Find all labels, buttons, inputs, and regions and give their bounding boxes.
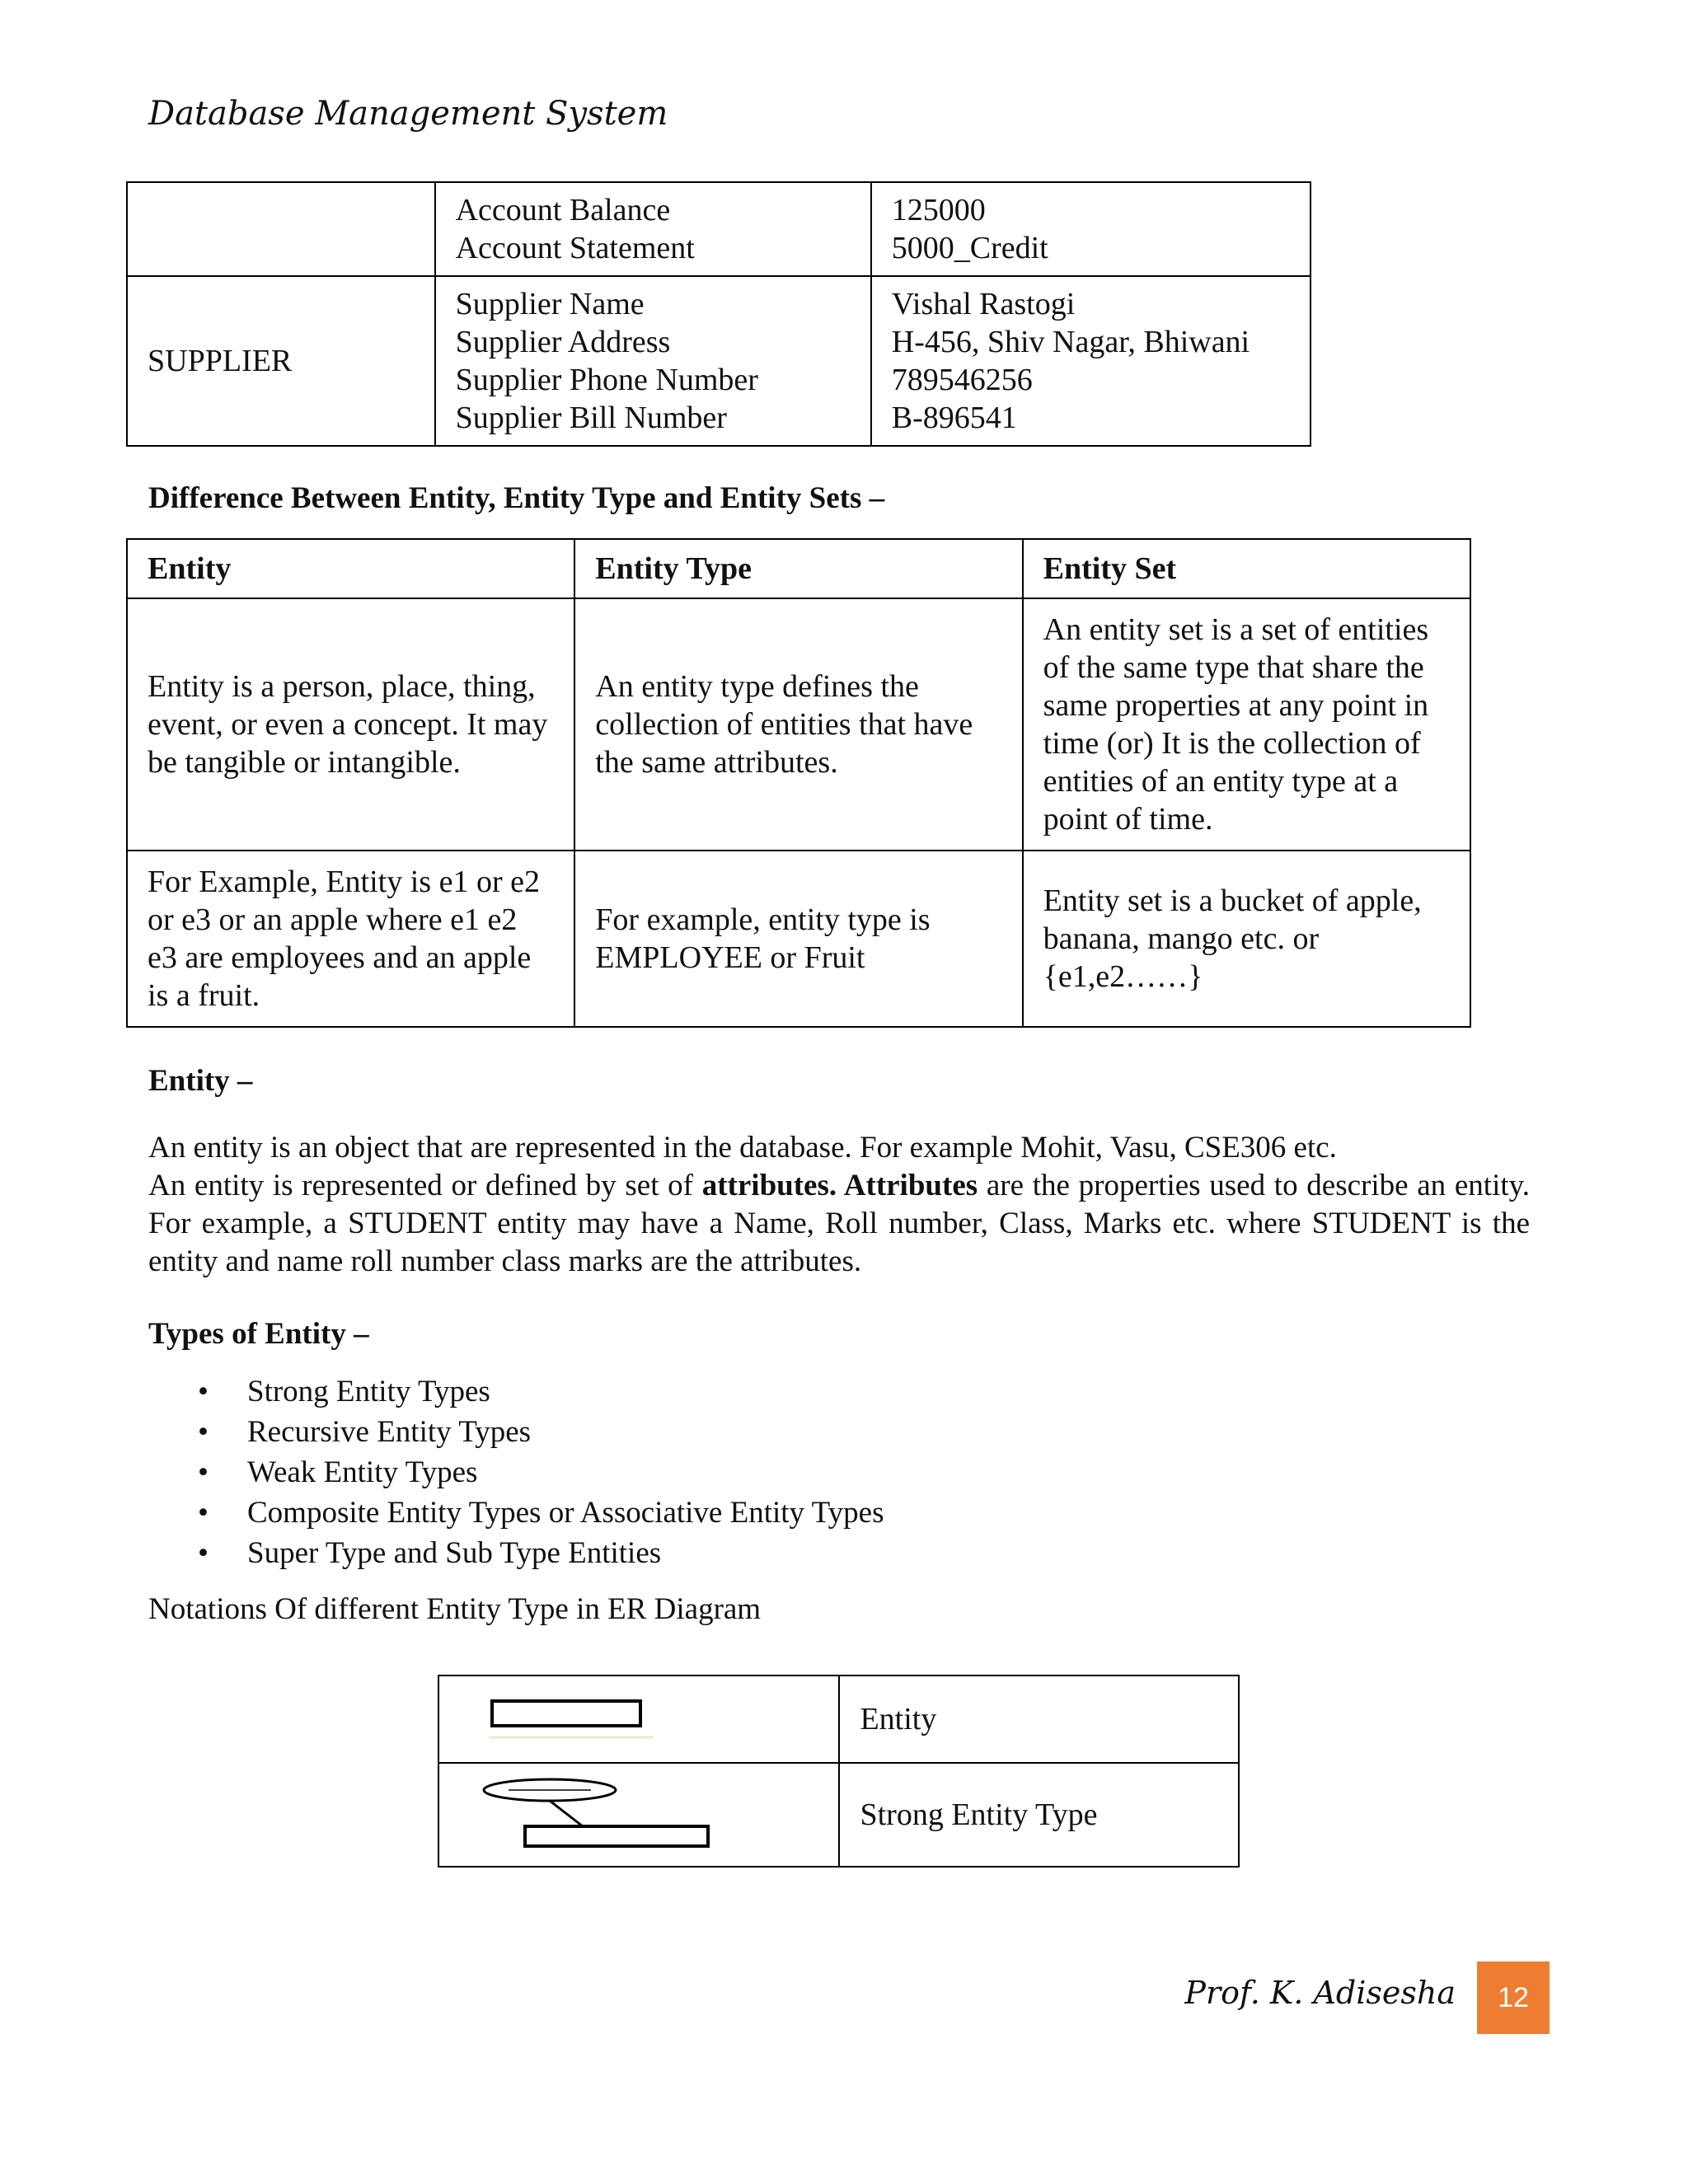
attribute-value: 789546256	[891, 363, 1033, 397]
text-run: are the properties used to describe an entity. For example, a STUDENT entity may have a Name, Roll number, Class, Marks etc. where STUDENT is the entity and name roll number class marks are the attributes.	[148, 1169, 1530, 1278]
attribute-name: Supplier Phone Number	[455, 363, 758, 397]
list-item-text: Super Type and Sub Type Entities	[247, 1536, 662, 1570]
difference-heading: Difference Between Entity, Entity Type and Entity Sets –	[148, 481, 885, 515]
notation-label: Strong Entity Type	[839, 1763, 1239, 1867]
table-header-row	[127, 539, 1470, 598]
list-item	[198, 1412, 884, 1452]
list-item-text: Recursive Entity Types	[247, 1415, 532, 1449]
attribute-cell	[435, 182, 871, 276]
list-item-text: Composite Entity Types or Associative Entity Types	[247, 1496, 884, 1530]
attribute-value: H-456, Shiv Nagar, Bhiwani	[891, 325, 1250, 359]
bold-text-run: attributes. Attributes	[701, 1169, 978, 1202]
column-header: Entity	[127, 539, 574, 598]
page-header-title: Database Management System	[148, 95, 668, 133]
supplier-table	[126, 181, 1311, 447]
attribute-name: Supplier Name	[455, 287, 645, 321]
entity-definition-line: An entity is an object that are represented in the database. For example Mohit, Vasu, CSE306 etc.	[148, 1131, 1337, 1165]
table-row	[438, 1675, 1239, 1763]
table-cell: An entity type defines the collection of entities that have the same attributes.	[574, 598, 1022, 851]
list-item	[198, 1452, 884, 1493]
attribute-name: Supplier Bill Number	[455, 401, 727, 435]
list-item-text: Strong Entity Types	[247, 1375, 490, 1408]
bullet-icon: •	[198, 1375, 209, 1408]
bullet-icon: •	[198, 1415, 209, 1449]
attribute-name: Supplier Address	[455, 325, 671, 359]
table-cell: Entity is a person, place, thing, event, or even a concept. It may be tangible or intangible.	[127, 598, 574, 851]
notation-label: Entity	[839, 1675, 1239, 1763]
column-header: Entity Type	[574, 539, 1022, 598]
attribute-value: B-896541	[891, 401, 1017, 435]
notations-caption: Notations Of different Entity Type in ER Diagram	[148, 1592, 762, 1626]
attribute-value: Vishal Rastogi	[891, 287, 1076, 321]
text-run: An entity is represented or defined by set of	[148, 1169, 702, 1202]
entity-paragraph	[148, 1129, 1530, 1281]
table-cell: An entity set is a set of entities of the same type that share the same properties at any point in time (or) It is the collection of entities of an entity type at a point of time.	[1023, 598, 1470, 851]
table-cell: For example, entity type is EMPLOYEE or Fruit	[574, 851, 1022, 1027]
bullet-icon: •	[198, 1536, 209, 1570]
attribute-name: Account Statement	[455, 231, 695, 265]
difference-table	[126, 538, 1471, 1028]
bullet-icon: •	[198, 1455, 209, 1489]
entity-attributes-text	[148, 1167, 1530, 1281]
attribute-value: 125000	[891, 193, 986, 227]
rectangle-symbol-icon	[459, 1686, 673, 1744]
table-row	[127, 851, 1470, 1027]
table-row	[438, 1763, 1239, 1867]
bullet-icon: •	[198, 1496, 209, 1530]
list-item-text: Weak Entity Types	[247, 1455, 478, 1489]
attribute-cell	[435, 276, 871, 446]
attribute-name: Account Balance	[455, 193, 671, 227]
symbol-cell	[438, 1675, 839, 1763]
list-item	[198, 1493, 884, 1533]
table-cell: For Example, Entity is e1 or e2 or e3 or an apple where e1 e2 e3 are employees and an apple is a fruit.	[127, 851, 574, 1027]
symbol-cell	[438, 1763, 839, 1867]
value-cell	[871, 276, 1311, 446]
table-cell: Entity set is a bucket of apple, banana, mango etc. or {e1,e2……}	[1023, 851, 1470, 1027]
attribute-value: 5000_Credit	[891, 231, 1048, 265]
notations-table	[438, 1675, 1240, 1868]
column-header: Entity Set	[1023, 539, 1470, 598]
table-row	[127, 182, 1311, 276]
table-row	[127, 276, 1311, 446]
ellipse-rectangle-symbol-icon	[459, 1765, 723, 1856]
value-cell	[871, 182, 1311, 276]
entity-heading: Entity –	[148, 1064, 253, 1098]
entity-cell: SUPPLIER	[127, 276, 435, 446]
types-heading: Types of Entity –	[148, 1317, 369, 1351]
list-item	[198, 1371, 884, 1412]
table-row	[127, 598, 1470, 851]
author-name: Prof. K. Adisesha	[1184, 1975, 1456, 2011]
entity-cell	[127, 182, 435, 276]
list-item	[198, 1533, 884, 1573]
page-number-badge: 12	[1477, 1961, 1550, 2034]
entity-types-list	[198, 1371, 884, 1573]
